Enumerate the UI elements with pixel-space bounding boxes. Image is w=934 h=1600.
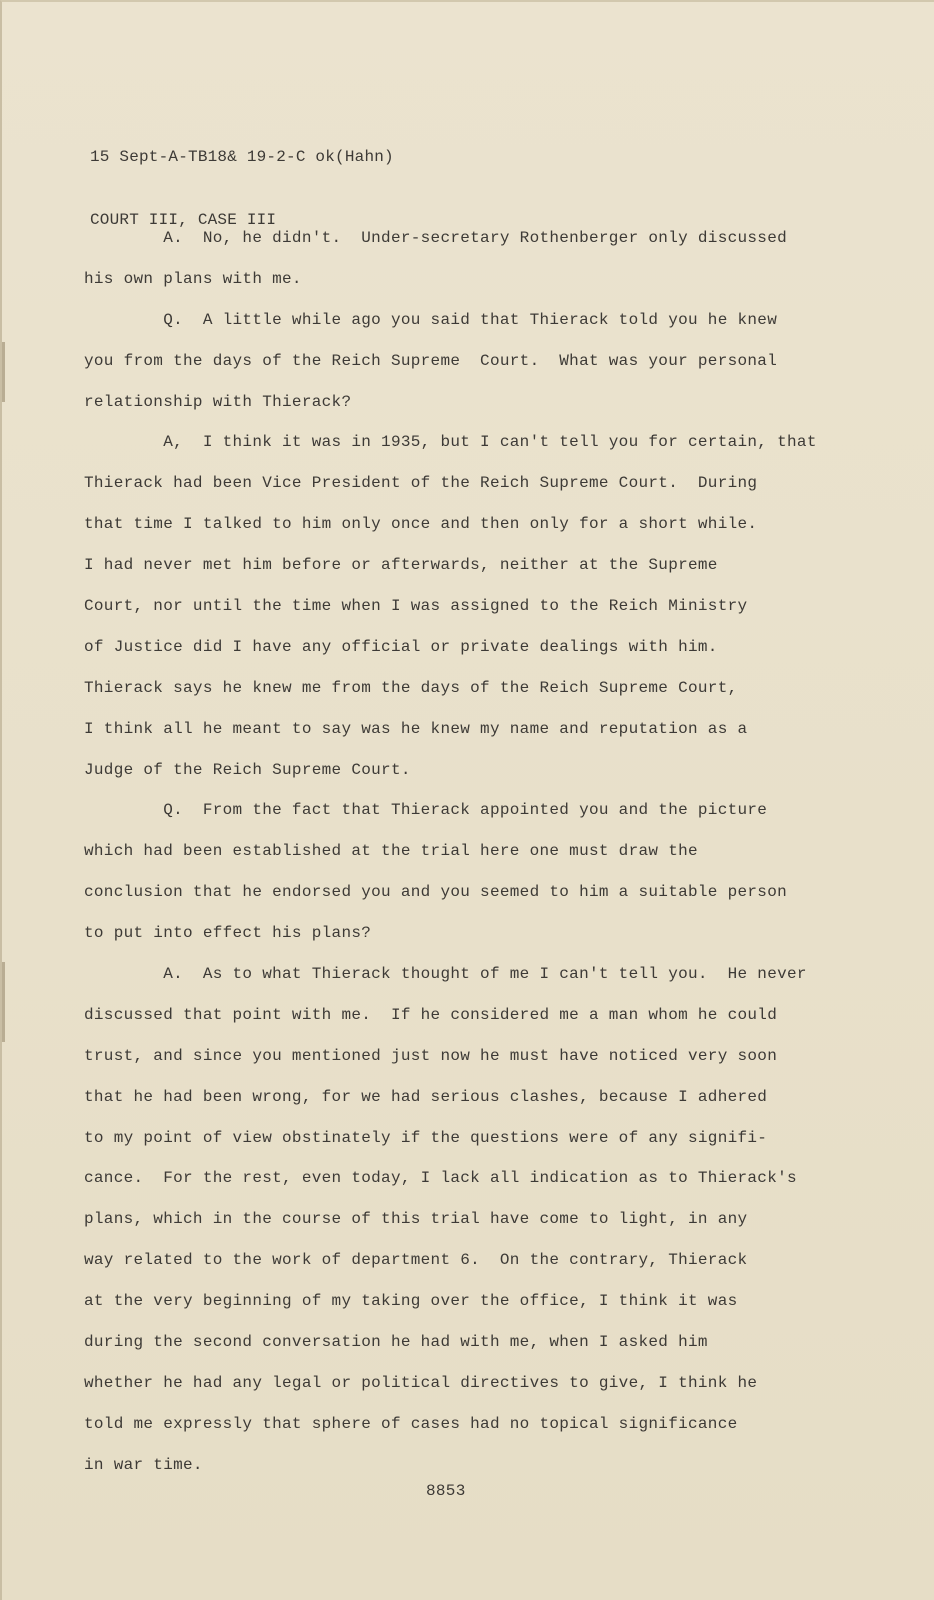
transcript-line: conclusion that he endorsed you and you seemed to him a suitable person [84, 883, 788, 902]
transcript-line: I had never met him before or afterwards, neither at the Supreme [84, 556, 718, 575]
paper-edge-mark [2, 962, 5, 1042]
transcript-line: that time I talked to him only once and then only for a short while. [84, 515, 758, 534]
transcript-line: of Justice did I have any official or private dealings with him. [84, 637, 718, 656]
transcript-line: way related to the work of department 6. On the contrary, Thierack [84, 1251, 748, 1270]
page-number: 8853 [426, 1482, 466, 1500]
transcript-line: Q. A little while ago you said that Thierack told you he knew [84, 310, 778, 329]
paper-edge-mark [2, 342, 5, 402]
transcript-line: A, I think it was in 1935, but I can't tell you for certain, that [84, 433, 817, 452]
transcript-line: his own plans with me. [84, 269, 302, 288]
transcript-line: to put into effect his plans? [84, 924, 372, 943]
transcript-line: discussed that point with me. If he considered me a man whom he could [84, 1005, 778, 1024]
transcript-line: I think all he meant to say was he knew my name and reputation as a [84, 719, 748, 738]
transcript-line: which had been established at the trial here one must draw the [84, 842, 698, 861]
header-line-1: 15 Sept-A-TB18& 19-2-C ok(Hahn) [90, 148, 394, 166]
transcript-line: told me expressly that sphere of cases had no topical significance [84, 1414, 738, 1433]
header-line-2: COURT III, CASE III [90, 211, 277, 229]
transcript-line: A. As to what Thierack thought of me I can't tell you. He never [84, 965, 807, 984]
transcript-line: that he had been wrong, for we had serious clashes, because I adhered [84, 1087, 768, 1106]
transcript-line: Thierack had been Vice President of the Reich Supreme Court. During [84, 474, 758, 493]
transcript-line: during the second conversation he had with me, when I asked him [84, 1333, 708, 1352]
transcript-line: relationship with Thierack? [84, 392, 352, 411]
transcript-line: whether he had any legal or political directives to give, I think he [84, 1373, 758, 1392]
transcript-line: cance. For the rest, even today, I lack all indication as to Thierack's [84, 1169, 797, 1188]
transcript-line: Judge of the Reich Supreme Court. [84, 760, 411, 779]
transcript-line: Thierack says he knew me from the days of the Reich Supreme Court, [84, 678, 738, 697]
transcript-line: Court, nor until the time when I was assigned to the Reich Ministry [84, 597, 748, 616]
transcript-line: A. No, he didn't. Under-secretary Rothenberger only discussed [84, 229, 788, 247]
transcript-line: you from the days of the Reich Supreme Court. What was your personal [84, 351, 778, 370]
transcript-line: Q. From the fact that Thierack appointed you and the picture [84, 801, 768, 820]
transcript-line: at the very beginning of my taking over the office, I think it was [84, 1292, 738, 1311]
transcript-body [84, 228, 924, 1496]
transcript-line: to my point of view obstinately if the questions were of any signifi- [84, 1128, 768, 1147]
transcript-line: plans, which in the course of this trial have come to light, in any [84, 1210, 748, 1229]
transcript-line: in war time. [84, 1455, 203, 1474]
transcript-line: trust, and since you mentioned just now he must have noticed very soon [84, 1046, 778, 1065]
